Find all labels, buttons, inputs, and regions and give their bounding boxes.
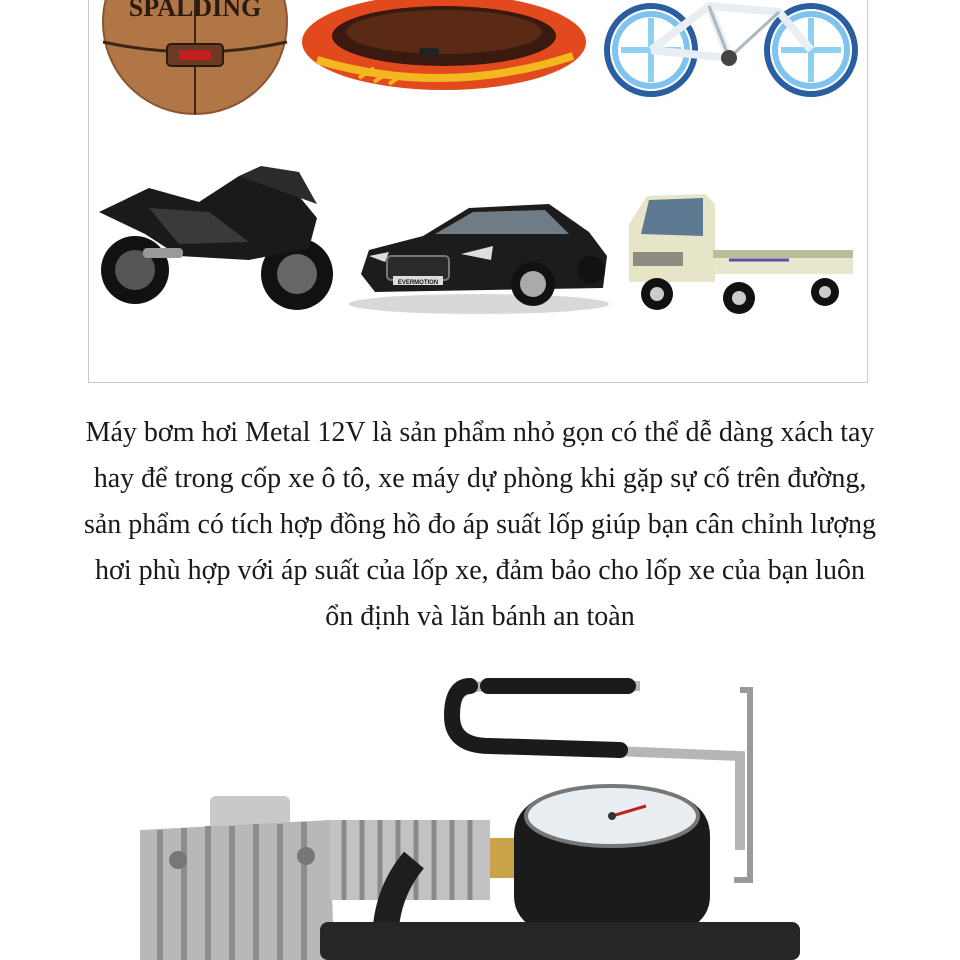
description-line: ổn định và lăn bánh an toàn: [325, 601, 635, 632]
pressure-gauge-icon: [514, 786, 710, 942]
small-truck-image: [629, 194, 853, 314]
sports-car-image: [349, 204, 609, 314]
usage-image-grid: [88, 0, 868, 383]
description-line: hay để trong cốp xe ô tô, xe máy dự phòng khi gặp sự cố trên đường,: [93, 463, 867, 494]
inflatable-boat-image: [302, 0, 586, 90]
description-line: sản phẩm có tích hợp đồng hồ đo áp suất lốp giúp bạn cân chỉnh lượng: [83, 509, 877, 540]
description-line: Máy bơm hơi Metal 12V là sản phẩm nhỏ gọn có thể dễ dàng xách tay: [85, 417, 875, 448]
basketball-image: [103, 0, 287, 114]
car-plate-text: EVERMOTION: [397, 280, 439, 286]
brass-fitting: [490, 838, 518, 878]
basketball-logo-text: SPALDING: [128, 0, 262, 22]
bicycle-image: [607, 6, 855, 94]
product-description: [0, 410, 960, 640]
description-line: hơi phù hợp với áp suất của lốp xe, đảm bảo cho lốp xe của bạn luôn: [95, 555, 865, 586]
cylinder-head: [140, 796, 334, 960]
compressor-base: [320, 922, 800, 960]
air-compressor-image: [0, 660, 960, 960]
motorcycle-image: [99, 166, 333, 310]
